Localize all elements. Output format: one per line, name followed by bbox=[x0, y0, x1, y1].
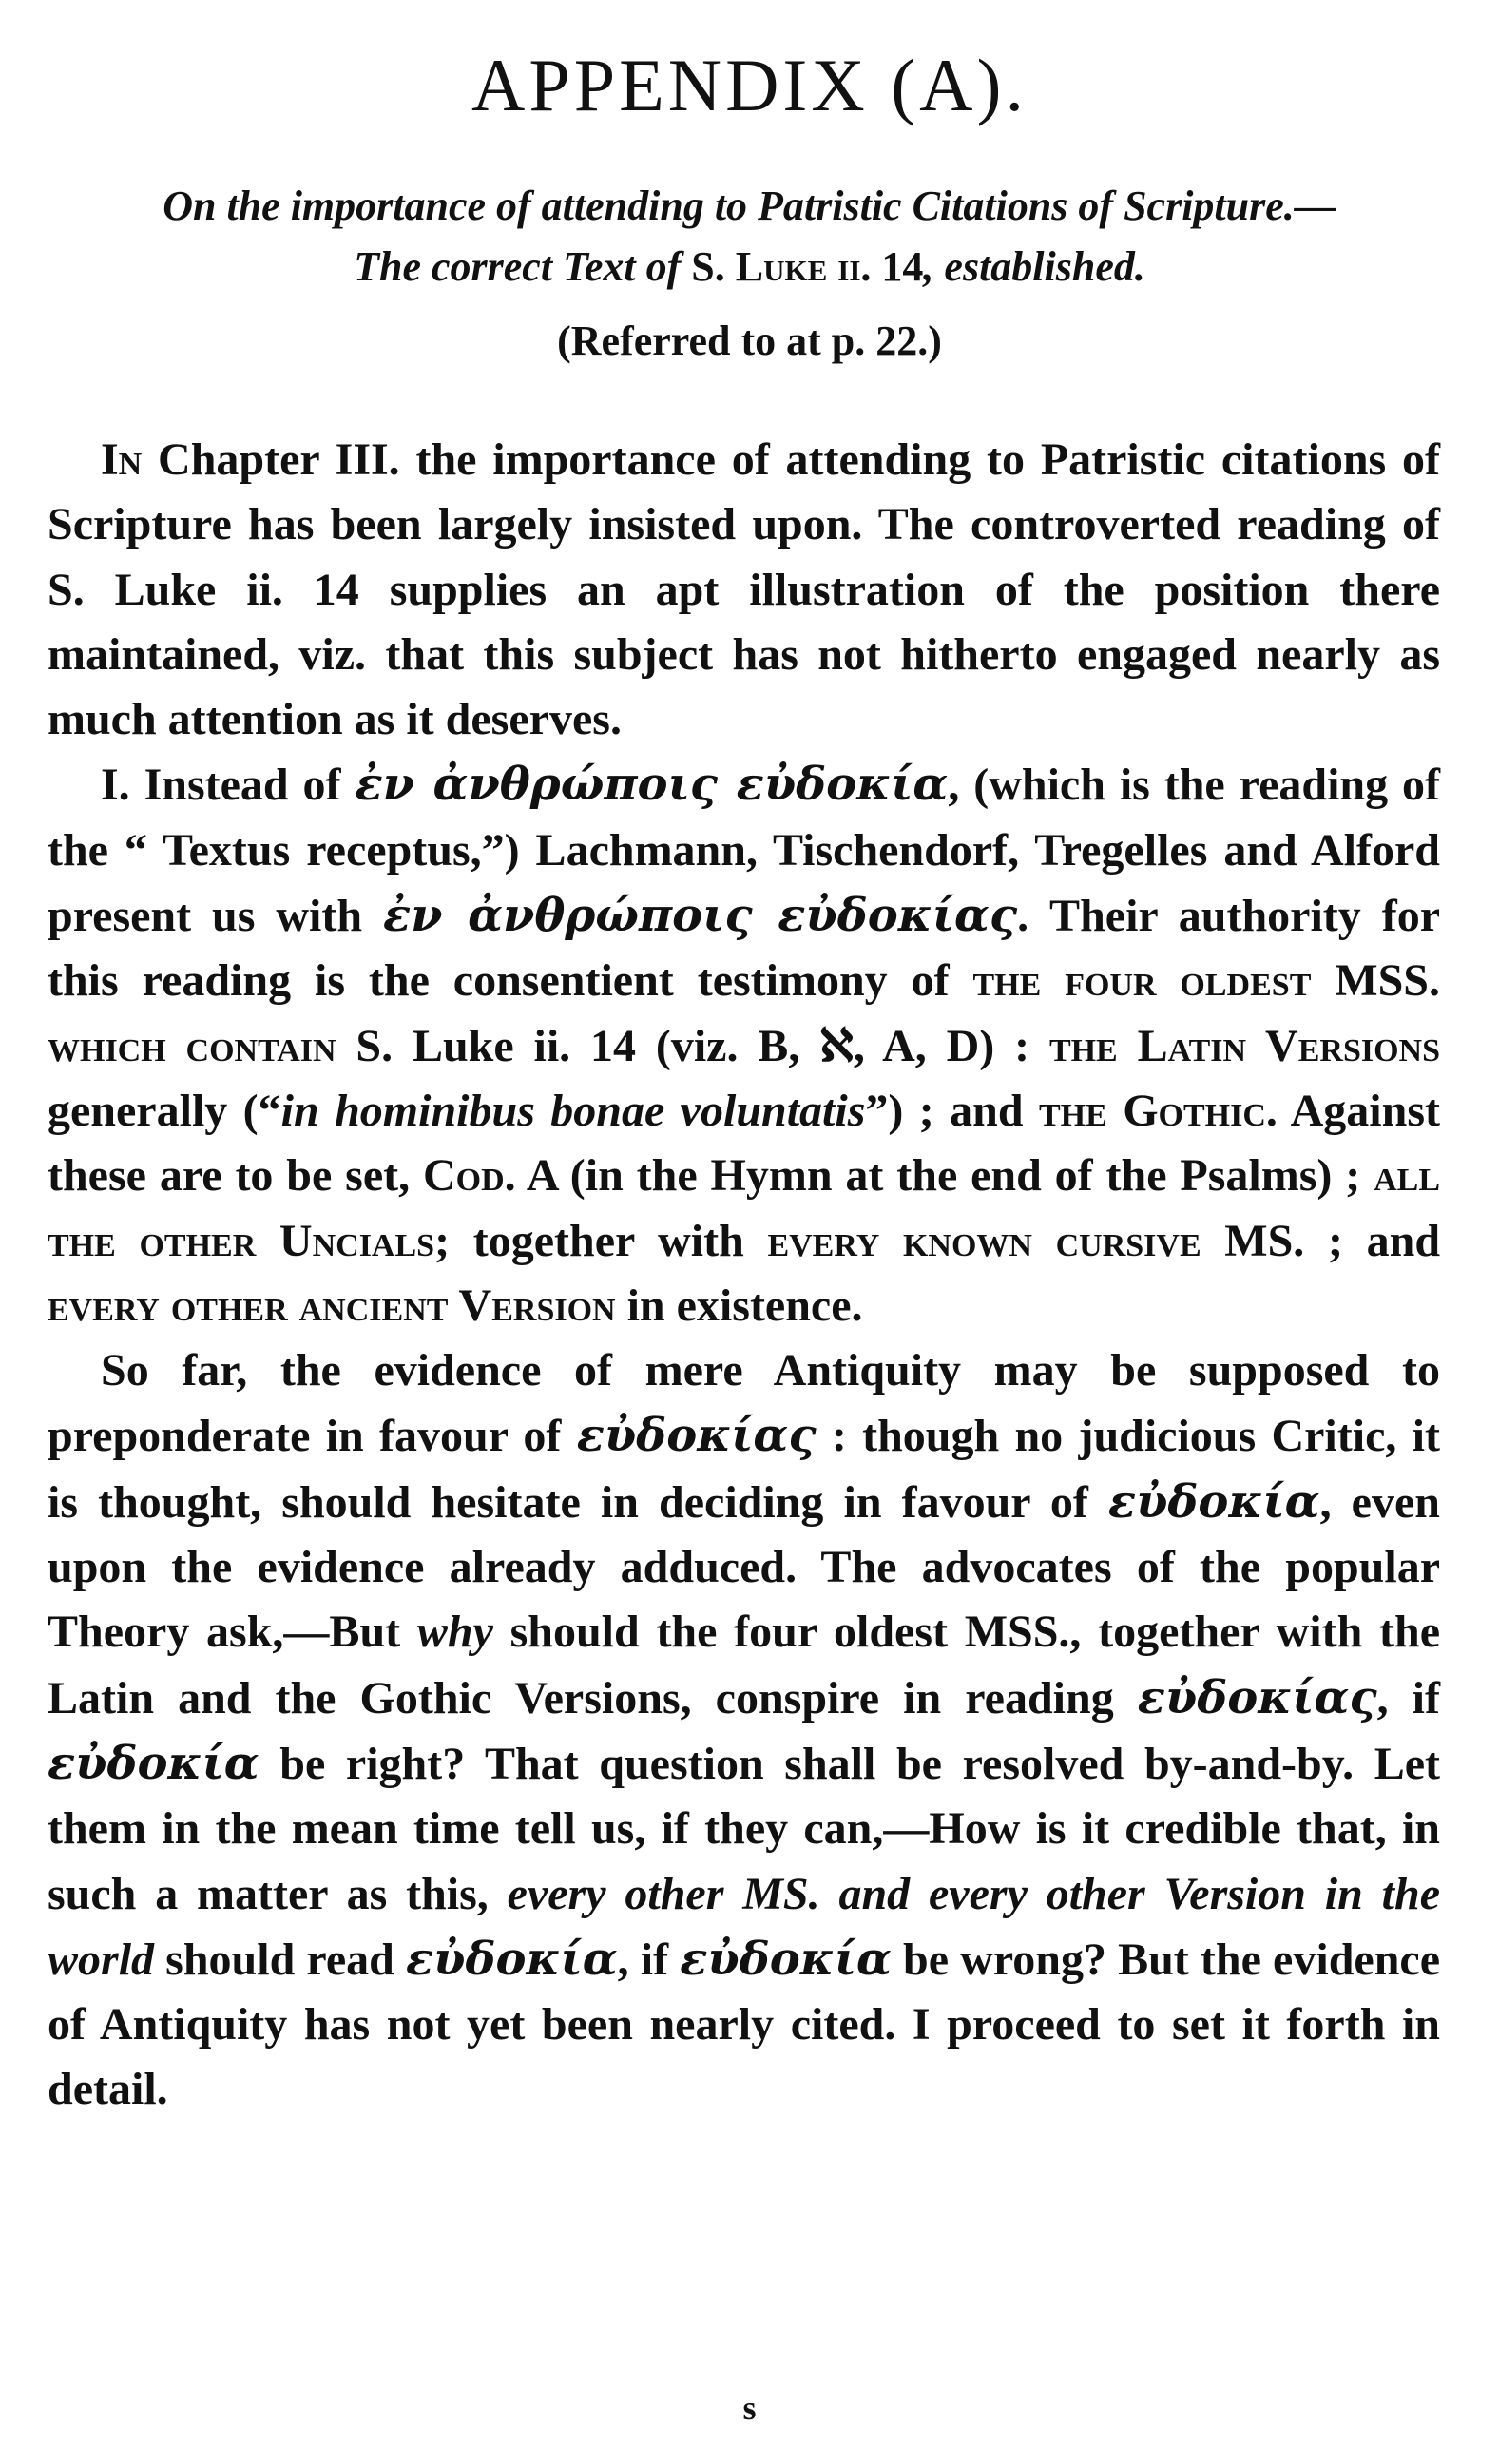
p2-s1: I. Instead of bbox=[101, 760, 356, 811]
p3-s4: should the four oldest MSS., together with the Latin and the Gothic Versions, conspire in reading bbox=[48, 1607, 1440, 1723]
p2-s5: S. Luke ii. 14 (viz. B, ℵ, A, D) : bbox=[336, 1020, 1049, 1071]
p2-smallcaps-5: Cod. bbox=[423, 1150, 516, 1202]
subtitle-line-1: On the importance of attending to Patristic Citations of Scripture.— bbox=[163, 183, 1336, 229]
appendix-title: APPENDIX (A). bbox=[471, 44, 1028, 126]
p2-smallcaps-4: the Gothic bbox=[1038, 1085, 1266, 1136]
p2-s11: MS. ; and bbox=[1201, 1215, 1441, 1266]
p2-smallcaps-2: which contain bbox=[48, 1020, 336, 1071]
p3-s2: : though no judicious Critic, it is thought, should hesitate in deciding in favour of bbox=[48, 1411, 1440, 1528]
p2-s8: . Against these are to be set, bbox=[48, 1085, 1441, 1202]
subtitle-line-2a: The correct Text of bbox=[354, 243, 692, 290]
p2-s6: generally (“ bbox=[48, 1085, 281, 1136]
p3-s3: , even upon the evidence already adduced. The advocates of the popular Theory ask,—But bbox=[48, 1476, 1440, 1658]
p3-greek-6: εὐδοκία bbox=[680, 1932, 892, 1986]
p3-italic-why: why bbox=[416, 1607, 493, 1658]
p3-s8: , if bbox=[617, 1934, 681, 1985]
p3-s5: , if bbox=[1376, 1672, 1441, 1723]
p3-s9: be wrong? But the evidence of Antiquity has not yet been nearly cited. I proceed to set it forth in detail. bbox=[48, 1934, 1440, 2115]
body-text bbox=[48, 428, 1440, 2123]
paragraph-1-text: Chapter III. the importance of attending to Patristic citations of Scripture has been largely insisted upon. The controverted reading of S. Luke ii. 14 supplies an apt illustration of the position there maintained, viz. that this subject has not hitherto engaged nearly as much attention as it deserves. bbox=[48, 434, 1440, 745]
paragraph-1 bbox=[48, 428, 1440, 752]
p3-greek-5: εὐδοκία bbox=[405, 1932, 618, 1986]
p3-s7: should read bbox=[154, 1934, 406, 1985]
p3-greek-4: εὐδοκία bbox=[48, 1736, 259, 1790]
paragraph-2 bbox=[48, 752, 1440, 1338]
p3-greek-1: εὐδοκίας bbox=[576, 1409, 817, 1463]
p2-smallcaps-6: all the other Uncials bbox=[48, 1150, 1441, 1266]
p2-s2: , (which is the reading of the “ Textus receptus,”) Lachmann, Tischendorf, Tregelles and Alford present us with bbox=[48, 760, 1440, 942]
subtitle-line-2c: , established. bbox=[923, 243, 1145, 290]
p2-s9: A (in the Hymn at the end of the Psalms) ; bbox=[515, 1150, 1374, 1202]
p2-s7: ”) ; and bbox=[865, 1085, 1039, 1136]
signature-mark: s bbox=[742, 2389, 757, 2427]
p2-smallcaps-8: every other ancient Version bbox=[48, 1280, 616, 1331]
p2-s12: in existence. bbox=[615, 1280, 863, 1331]
p2-greek-1: ἐν ἀνθρώποις εὐδοκία bbox=[355, 758, 949, 812]
p2-smallcaps-3: the Latin Versions bbox=[1048, 1020, 1441, 1071]
p3-greek-3: εὐδοκίας bbox=[1137, 1670, 1377, 1724]
page-reference: (Referred to at p. 22.) bbox=[557, 318, 942, 364]
p3-italic-phrase: every other MS. and every other Version in the world bbox=[48, 1868, 1440, 1985]
paragraph-3 bbox=[48, 1338, 1440, 2123]
p2-smallcaps-1: the four oldest bbox=[972, 955, 1312, 1007]
p2-greek-2: ἐν ἀνθρώποις εὐδοκίας bbox=[382, 889, 1018, 943]
appendix-subtitle bbox=[57, 176, 1442, 298]
p3-s6: be right? That question shall be resolved by-and-by. Let them in the mean time tell us, if they can,—How is it credible that, in such a matter as this, bbox=[48, 1738, 1440, 1919]
p2-smallcaps-7: every known cursive bbox=[767, 1215, 1201, 1266]
subtitle-line-2b: S. Luke ii. 14 bbox=[691, 243, 924, 290]
p2-latin-quote: in hominibus bonae voluntatis bbox=[280, 1085, 866, 1136]
p3-greek-2: εὐδοκία bbox=[1107, 1474, 1320, 1529]
p3-s1: So far, the evidence of mere Antiquity may be supposed to preponderate in favour of bbox=[48, 1345, 1440, 1462]
p2-s3: . Their authority for this reading is the consentient testimony of bbox=[48, 891, 1441, 1007]
p2-s10: ; together with bbox=[434, 1215, 768, 1266]
paragraph-1-lead-in: In bbox=[101, 434, 143, 485]
p2-s4: MSS. bbox=[1311, 955, 1440, 1007]
